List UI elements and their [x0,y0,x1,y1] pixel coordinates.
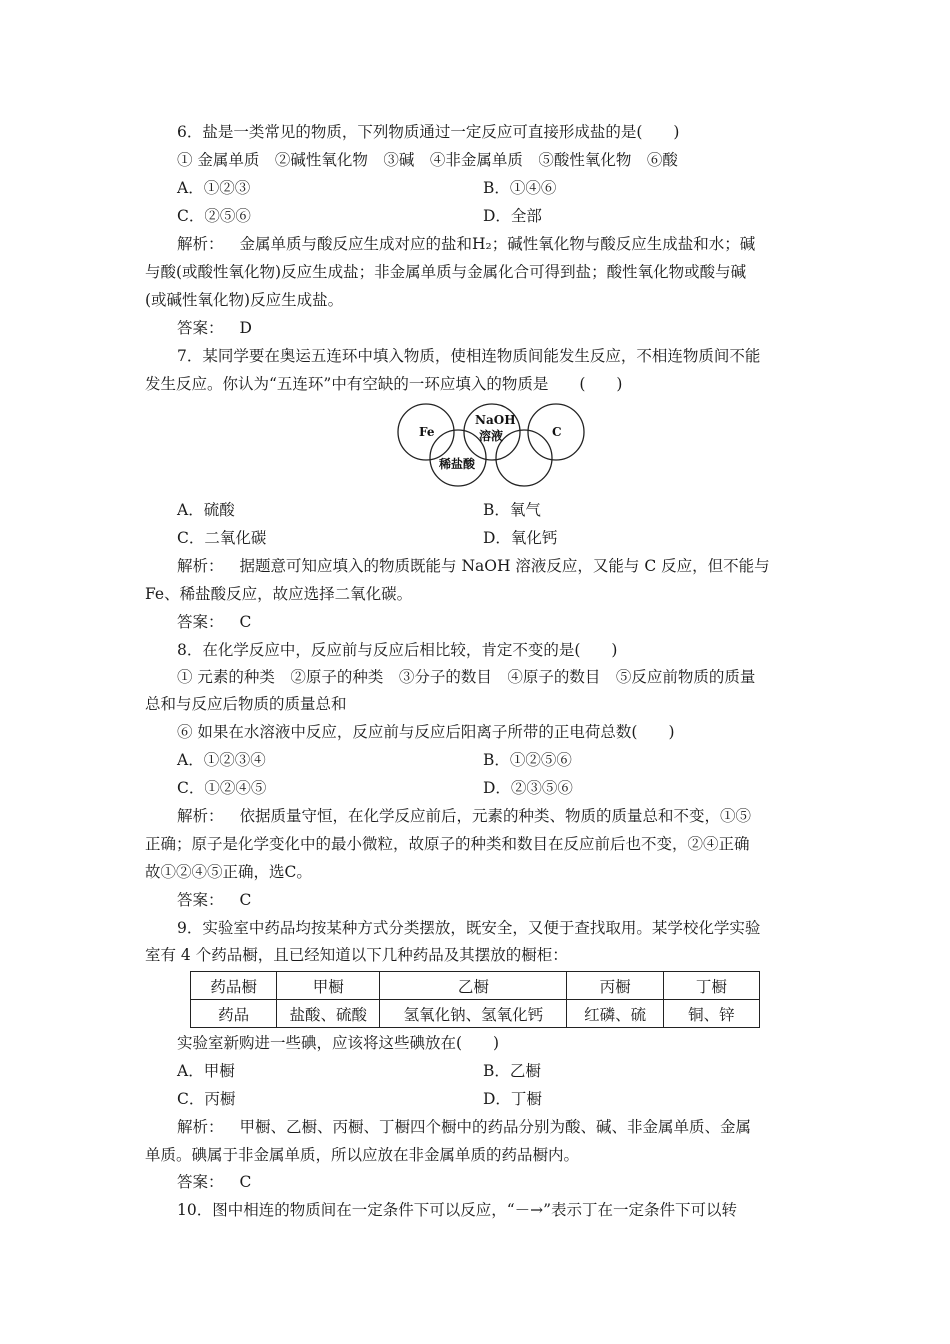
q7-option-c: C．二氧化碳 [177,529,267,547]
q6-answer-label: 答案： [177,319,224,337]
q6-option-a: A．①②③ [177,179,251,197]
ring-label-fe: Fe [419,425,435,439]
q9-option-d: D．丁橱 [483,1090,542,1108]
q7-analysis-line-2: Fe、稀盐酸反应，故应选择二氧化碳。 [145,585,413,603]
table-header-cell: 甲橱 [277,972,380,1000]
q9-answer-value: C [239,1173,252,1191]
q8-analysis-line-2: 正确；原子是化学变化中的最小微粒，故原子的种类和数目在反应前后也不变，②④正确 [145,835,750,853]
q7-option-d: D．氧化钙 [483,529,558,547]
q6-option-d: D．全部 [483,207,542,225]
q8-analysis-text-1: 依据质量守恒，在化学反应前后，元素的种类、物质的质量总和不变，①⑤ [239,807,752,825]
q7-analysis-line-1 [177,556,770,576]
table-row [191,1000,760,1028]
q6-items: ① 金属单质 ②碱性氧化物 ③碱 ④非金属单质 ⑤酸性氧化物 ⑥酸 [177,151,678,169]
q7-answer-value: C [239,613,252,631]
q7-answer [177,612,251,632]
q9-question: 实验室新购进一些碘，应该将这些碘放在( ) [177,1034,500,1052]
q9-answer-label: 答案： [177,1173,224,1191]
ring-label-naoh-2: 溶液 [479,429,504,443]
table-header-row [191,972,760,1000]
q8-answer-label: 答案： [177,891,224,909]
q7-analysis-label: 解析： [177,557,224,575]
q7-stem-line-2: 发生反应。你认为“五连环”中有空缺的一环应填入的物质是 ( ) [145,375,623,393]
q6-analysis-line-2: 与酸(或酸性氧化物)反应生成盐；非金属单质与金属化合可得到盐；酸性氧化物或酸与碱 [145,263,747,281]
q8-items-line-2: 总和与反应后物质的质量总和 [145,695,347,713]
table-cell: 铜、锌 [663,1000,759,1028]
olympic-rings-diagram [395,402,585,490]
table-cell: 氢氧化钠、氢氧化钙 [380,1000,567,1028]
q9-analysis-line-2: 单质。碘属于非金属单质，所以应放在非金属单质的药品橱内。 [145,1146,580,1164]
q8-option-a: A．①②③④ [177,751,266,769]
ring-label-c: C [552,425,562,439]
cabinet-table [190,971,760,1028]
q6-analysis-line-1 [177,234,755,254]
q6-answer-value: D [239,319,252,337]
q6-option-b: B．①④⑥ [483,179,557,197]
q6-answer [177,318,252,338]
q7-option-a: A．硫酸 [177,501,235,519]
q9-option-b: B．乙橱 [483,1062,541,1080]
q7-answer-label: 答案： [177,613,224,631]
q8-option-d: D．②③⑤⑥ [483,779,573,797]
q8-option-c: C．①②④⑤ [177,779,267,797]
ring-label-hcl: 稀盐酸 [439,457,476,471]
q9-option-a: A．甲橱 [177,1062,235,1080]
table-header-cell: 乙橱 [380,972,567,1000]
q8-stem: 8．在化学反应中，反应前与反应后相比较，肯定不变的是( ) [177,641,618,659]
q9-analysis-text-1: 甲橱、乙橱、丙橱、丁橱四个橱中的药品分别为酸、碱、非金属单质、金属 [239,1118,752,1136]
q7-option-b: B．氧气 [483,501,541,519]
table-header-cell: 丁橱 [663,972,759,1000]
q9-stem-line-2: 室有 4 个药品橱，且已经知道以下几种药品及其摆放的橱柜： [145,946,568,964]
q8-answer-value: C [239,891,252,909]
q9-analysis-label: 解析： [177,1118,224,1136]
q9-analysis-line-1 [177,1117,751,1137]
table-header-cell: 药品橱 [191,972,277,1000]
q8-items-line-3: ⑥ 如果在水溶液中反应，反应前与反应后阳离子所带的正电荷总数( ) [177,723,675,741]
q7-analysis-text-1: 据题意可知应填入的物质既能与 NaOH 溶液反应，又能与 C 反应，但不能与 [239,557,770,575]
q8-analysis-line-1 [177,806,751,826]
q6-analysis-line-3: (或碱性氧化物)反应生成盐。 [145,291,344,309]
table-cell: 红磷、硫 [567,1000,663,1028]
q8-items-line-1: ① 元素的种类 ②原子的种类 ③分子的数目 ④原子的数目 ⑤反应前物质的质量 [177,668,756,686]
q8-option-b: B．①②⑤⑥ [483,751,572,769]
table-header-cell: 丙橱 [567,972,663,1000]
ring-label-naoh-1: NaOH [475,413,516,427]
q6-analysis-label: 解析： [177,235,224,253]
q8-analysis-line-3: 故①②④⑤正确，选C。 [145,863,312,881]
q9-answer [177,1172,251,1192]
table-cell: 药品 [191,1000,277,1028]
q8-analysis-label: 解析： [177,807,224,825]
ring-empty [496,430,552,486]
q6-option-c: C．②⑤⑥ [177,207,251,225]
q10-stem: 10．图中相连的物质间在一定条件下可以反应，“－→”表示丁在一定条件下可以转 [177,1201,738,1219]
q9-stem-line-1: 9．实验室中药品均按某种方式分类摆放，既安全，又便于查找取用。某学校化学实验 [177,919,761,937]
table-cell: 盐酸、硫酸 [277,1000,380,1028]
q7-stem-line-1: 7．某同学要在奥运五连环中填入物质，使相连物质间能发生反应，不相连物质间不能 [177,347,761,365]
q8-answer [177,890,251,910]
q6-stem: 6．盐是一类常见的物质，下列物质通过一定反应可直接形成盐的是( ) [177,123,680,141]
q9-option-c: C．丙橱 [177,1090,236,1108]
q6-analysis-text-1: 金属单质与酸反应生成对应的盐和H₂；碱性氧化物与酸反应生成盐和水；碱 [239,235,756,253]
